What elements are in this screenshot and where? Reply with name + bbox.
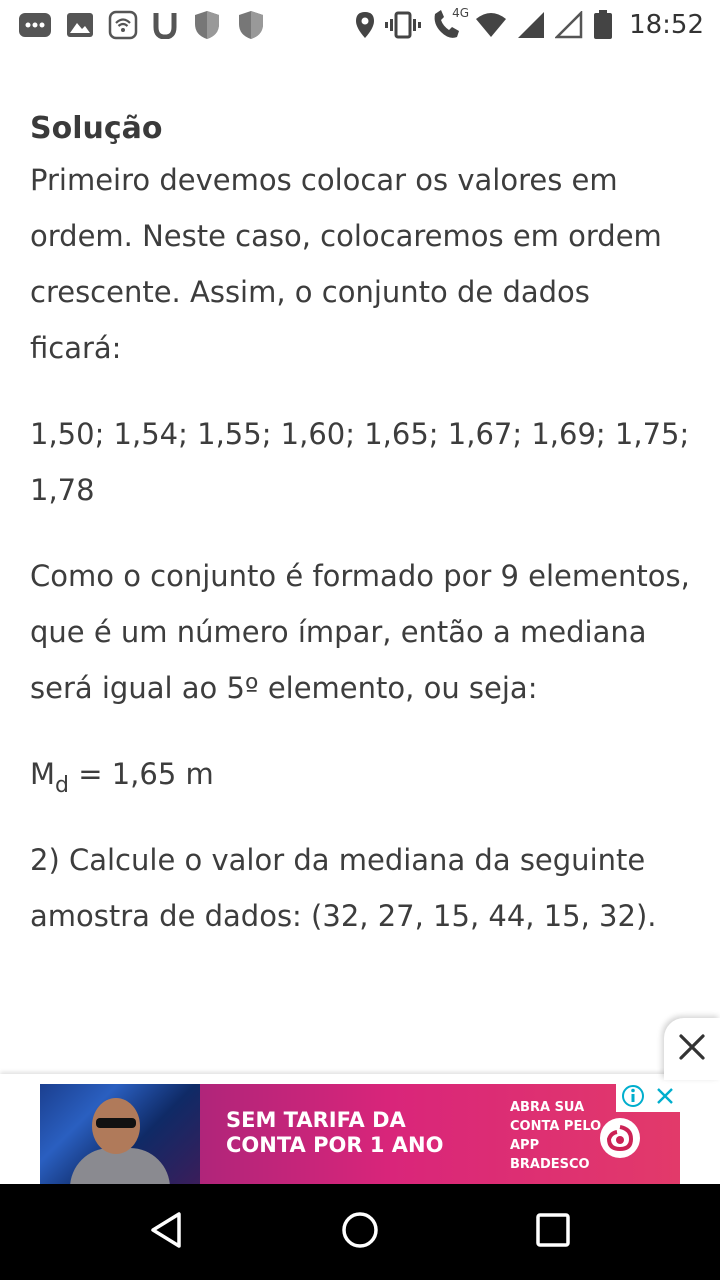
ad-choices[interactable] — [616, 1084, 680, 1112]
image-icon — [66, 12, 94, 38]
close-icon — [678, 1033, 706, 1065]
back-button[interactable] — [137, 1202, 197, 1262]
location-icon — [355, 11, 375, 39]
recents-button[interactable] — [523, 1202, 583, 1262]
signal-icon — [517, 11, 545, 39]
formula-value: = 1,65 m — [69, 757, 214, 791]
ordered-data-list: 1,50; 1,54; 1,55; 1,60; 1,65; 1,67; 1,69; 1,75; 1,78 — [30, 417, 690, 507]
ad-side-text: ABRA SUA CONTA PELO APP BRADESCO — [510, 1100, 602, 1172]
status-bar-notifications — [18, 8, 266, 42]
back-icon — [147, 1210, 187, 1254]
network-type-label: 4G — [452, 6, 470, 20]
navigation-bar — [0, 1184, 720, 1280]
median-formula — [30, 746, 690, 802]
wifi-hotspot-icon — [108, 10, 138, 40]
signal-empty-icon — [555, 11, 583, 39]
home-icon — [340, 1210, 380, 1254]
ad-banner[interactable] — [40, 1084, 680, 1184]
ad-photo — [40, 1084, 200, 1184]
formula-subscript: d — [55, 773, 69, 798]
median-explanation: Como o conjunto é formado por 9 elementos, que é um número ímpar, então a mediana será igual ao 5º elemento, ou seja: — [30, 559, 690, 705]
shield-icon — [236, 9, 266, 41]
messages-icon — [18, 12, 52, 38]
u-icon — [152, 11, 178, 39]
status-time: 18:52 — [629, 10, 704, 40]
formula-variable: M — [30, 757, 56, 791]
solution-paragraph: Primeiro devemos colocar os valores em ordem. Neste caso, colocaremos em ordem crescente. Assim, o conjunto de dados ficará: — [30, 163, 662, 365]
ad-dismiss-icon[interactable] — [655, 1086, 675, 1110]
shield-icon — [192, 9, 222, 41]
wifi-call-icon — [431, 6, 470, 40]
battery-icon — [593, 10, 613, 40]
bradesco-logo-icon — [600, 1118, 640, 1158]
ad-close-button[interactable] — [664, 1018, 720, 1080]
section-heading: Solução — [30, 111, 163, 146]
ad-title: SEM TARIFA DA CONTA POR 1 ANO — [226, 1108, 444, 1157]
status-bar — [0, 0, 720, 50]
wifi-icon — [475, 12, 507, 38]
recents-icon — [535, 1212, 571, 1252]
ad-info-icon[interactable] — [621, 1084, 645, 1112]
article-content — [30, 106, 690, 944]
vibrate-icon — [385, 11, 421, 39]
question-paragraph: 2) Calcule o valor da mediana da seguinte amostra de dados: (32, 27, 15, 44, 15, 32). — [30, 843, 657, 933]
home-button[interactable] — [330, 1202, 390, 1262]
status-bar-system — [355, 8, 704, 42]
